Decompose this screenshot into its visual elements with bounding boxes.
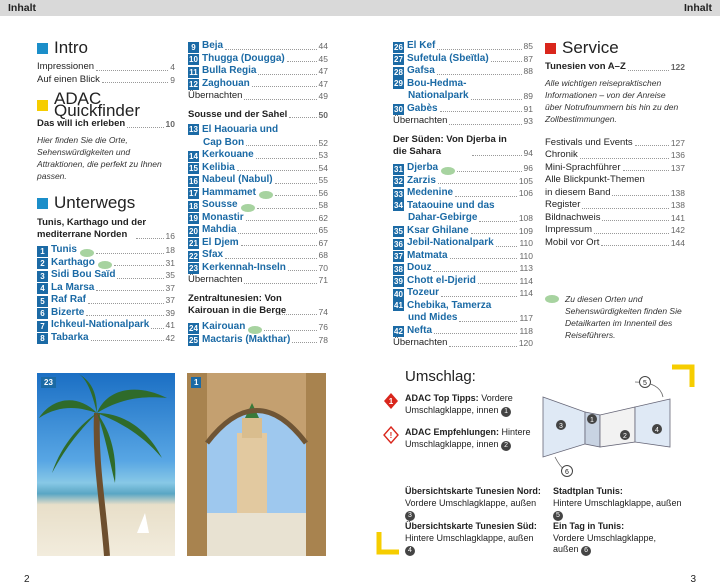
place-number: 36 <box>394 239 403 249</box>
toc-row[interactable]: Übernachten 120 <box>393 337 533 348</box>
page-ref: 37 <box>165 282 175 293</box>
page-ref: 47 <box>318 66 328 76</box>
place-name[interactable]: Ichkeul-Nationalpark <box>51 319 150 330</box>
svg-text:1: 1 <box>388 397 394 406</box>
place-name[interactable]: Sufetula (Sbeïtla) <box>407 52 489 64</box>
empfehlung-icon <box>383 426 399 444</box>
quickfinder-desc: Hier finden Sie die Orte, Sehenswürdigkeiten und Attraktionen, die perfekt zu Ihnen passen. <box>37 134 162 181</box>
photo-number: 23 <box>41 377 56 388</box>
page-ref: 58 <box>318 200 328 210</box>
page-ref: 114 <box>519 288 533 298</box>
place-entry[interactable] <box>188 262 328 275</box>
place-name[interactable]: Nefta <box>407 324 433 336</box>
place-name[interactable]: Tunis <box>51 244 77 255</box>
place-entry[interactable] <box>188 124 328 149</box>
place-number: 34 <box>394 200 403 210</box>
toc-row[interactable]: Übernachten 71 <box>188 274 328 285</box>
page-ref: 41 <box>165 320 175 330</box>
place-name[interactable]: Medenine <box>407 187 454 198</box>
place-number: 33 <box>394 189 403 199</box>
place-number: 38 <box>394 264 403 274</box>
place-entry[interactable] <box>188 174 328 187</box>
place-number: 28 <box>394 67 403 77</box>
place-number: 2 <box>37 258 48 269</box>
toc-row[interactable]: Impressionen 4 <box>37 61 175 72</box>
place-number: 25 <box>189 336 198 345</box>
page-ref: 108 <box>518 213 533 223</box>
place-entry[interactable] <box>37 257 175 270</box>
place-entry[interactable] <box>393 225 533 238</box>
place-entry[interactable] <box>188 149 328 162</box>
toc-row[interactable]: Mobil vor Ort 144 <box>545 236 685 248</box>
place-number: 9 <box>188 42 199 53</box>
place-name[interactable]: Gafsa <box>407 65 435 76</box>
place-name[interactable]: Sidi Bou Saïd <box>51 269 116 280</box>
place-name[interactable]: Kairouan <box>202 321 246 332</box>
page-ref: 78 <box>318 334 328 345</box>
page-ref: 91 <box>523 103 533 114</box>
place-entry[interactable] <box>188 334 328 347</box>
place-name-cont[interactable]: Cap Bon <box>203 136 245 148</box>
place-name[interactable]: Karthago <box>51 256 95 268</box>
place-name[interactable]: Tataouine und das <box>407 199 495 211</box>
umschlag-maps-right <box>553 486 683 556</box>
place-number: 29 <box>394 78 403 88</box>
section-title: Service <box>562 37 619 57</box>
header-bar <box>0 0 720 16</box>
place-name-cont[interactable]: Nationalpark <box>408 90 469 101</box>
page-ref: 114 <box>519 275 533 286</box>
place-entry[interactable] <box>188 53 328 66</box>
place-entry[interactable] <box>393 325 533 338</box>
page-ref: 47 <box>318 78 328 89</box>
place-entry[interactable] <box>393 250 533 263</box>
page-ref: 106 <box>518 188 533 198</box>
place-entry[interactable] <box>393 187 533 200</box>
place-number: 17 <box>189 189 198 198</box>
place-entry[interactable] <box>37 294 175 307</box>
place-entry[interactable] <box>188 224 328 237</box>
page-ref: 55 <box>318 175 328 185</box>
place-name[interactable]: La Marsa <box>51 281 95 293</box>
column-4 <box>545 38 685 341</box>
place-entry[interactable] <box>188 199 328 212</box>
place-number: 18 <box>189 201 198 211</box>
empfehlungen-row[interactable]: ! ADAC Empfehlungen: Hintere Umschlagklappe, innen 2 <box>383 426 533 451</box>
diagram-num: 3 <box>559 423 563 430</box>
blue-square-icon <box>37 198 48 209</box>
place-name[interactable]: El Kef <box>407 40 436 51</box>
page-ref: 70 <box>318 262 328 273</box>
section-title: ADAC Quickfinder <box>54 88 140 120</box>
place-number: 10 <box>189 55 198 64</box>
page-ref: 31 <box>165 257 175 268</box>
place-entry[interactable] <box>188 187 328 200</box>
place-number: 26 <box>394 42 403 52</box>
page-ref: 39 <box>165 307 175 318</box>
yellow-square-icon <box>37 100 48 111</box>
top-tipps-row[interactable]: 1 ADAC Top Tipps: Vordere Umschlagklappe, innen 1 <box>383 392 533 417</box>
region-heading[interactable]: Zentraltunesien: Von Kairouan in die Berge <box>188 292 287 316</box>
toc-row[interactable]: Übernachten 93 <box>393 115 533 126</box>
place-name[interactable]: Mactaris (Makthar) <box>202 333 291 345</box>
place-name[interactable]: Monastir <box>202 211 244 223</box>
toc-row[interactable]: Tunesien von A–Z 122 <box>545 61 685 72</box>
diagram-num: 6 <box>565 469 569 476</box>
place-name-cont[interactable]: und Mides <box>408 312 458 323</box>
place-name[interactable]: Kelibia <box>202 161 235 173</box>
place-number: 14 <box>189 151 198 161</box>
umschlag-entry[interactable]: Übersichtskarte Tunesien Süd: Hintere Umschlagklappe, außen 4 <box>405 521 537 554</box>
map-tip-icon <box>98 261 112 269</box>
blue-square-icon <box>37 43 48 54</box>
place-number: 20 <box>189 226 198 236</box>
page-ref: 89 <box>523 91 533 101</box>
map-tip-icon <box>545 295 559 303</box>
section-title: Unterwegs <box>54 193 136 213</box>
map-tip-icon <box>259 191 273 199</box>
place-entry[interactable] <box>393 262 533 275</box>
place-entry[interactable] <box>393 175 533 188</box>
place-number: 24 <box>189 323 198 333</box>
place-entry[interactable] <box>188 65 328 78</box>
header-left: Inhalt <box>8 2 36 14</box>
place-number: 42 <box>394 327 403 336</box>
top-tipp-icon <box>383 392 399 410</box>
place-name[interactable]: Chott el-Djerid <box>407 274 476 286</box>
page-ref: 113 <box>519 263 533 273</box>
place-name[interactable]: Bulla Regia <box>202 65 257 76</box>
place-number: 8 <box>37 333 48 344</box>
place-name[interactable]: Kerkennah-Inseln <box>202 261 286 273</box>
column-3: 26 El Kef 85 27 Sufetula (Sbeïtla) 87 28 Gafsa 88 29 Bou-Hedma- Nationalpark 89 30 Gabès 91 Übernachten 93 Der Süden: Von Djerba in die Sahara 94 31 Djerba 96 32 Zarzis 105 33 Medenine 106 34 Tataouine und das Dahar-Gebirge 108 35 Ksar Ghilane 109 36 Jebil-Nationalpark 110 37 Matmata 110 38 Douz 113 39 Chott el-Djerid 114 40 Tozeur 114 41 Chebika, Tamerza und Mides 117 42 Nefta 118 Übernachten 120 <box>393 40 533 348</box>
place-entry[interactable] <box>188 40 328 53</box>
section-quickfinder <box>37 88 175 120</box>
place-name[interactable]: Douz <box>407 262 432 273</box>
place-entry[interactable] <box>393 162 533 175</box>
toc-row[interactable]: Impressum 142 <box>545 224 685 235</box>
place-name[interactable]: Zarzis <box>407 174 436 186</box>
toc-row[interactable]: Bildnachweis 141 <box>545 211 685 223</box>
diagram-num: 5 <box>643 380 647 387</box>
page-ref: 110 <box>519 238 533 248</box>
region-heading[interactable]: Sousse und der Sahel 50 <box>188 108 328 120</box>
header-right: Inhalt <box>684 2 712 14</box>
map-tip-icon <box>241 204 255 212</box>
page-ref: 37 <box>165 295 175 305</box>
place-entry[interactable] <box>188 249 328 262</box>
place-entry[interactable] <box>188 321 328 334</box>
page-ref: 53 <box>318 150 328 160</box>
tip-note: Zu diesen Orten und Sehenswürdigkeiten finden Sie Detailkarten im Innenteil des Reiseführers. <box>545 293 685 341</box>
toc-row[interactable]: Mini-Sprachführer 137 <box>545 161 685 173</box>
page-ref: 62 <box>318 212 328 223</box>
section-unterwegs <box>37 194 175 214</box>
place-number: 41 <box>394 300 403 310</box>
place-name[interactable]: Hammamet <box>202 186 256 198</box>
umschlag-title: Umschlag: <box>405 368 476 385</box>
place-name[interactable]: Zaghouan <box>202 77 250 89</box>
svg-text:!: ! <box>389 431 393 440</box>
map-tip-icon <box>441 167 455 175</box>
page-ref: 35 <box>165 270 175 280</box>
page-ref: 68 <box>318 250 328 260</box>
page-number-left: 2 <box>24 574 30 585</box>
place-number: 22 <box>189 251 198 261</box>
page-ref: 65 <box>318 225 328 235</box>
place-entry[interactable] <box>37 319 175 332</box>
place-name[interactable]: Tabarka <box>51 331 89 343</box>
place-name[interactable]: Bou-Hedma- <box>407 77 467 89</box>
place-entry[interactable] <box>393 65 533 78</box>
yellow-corner-bottom <box>375 530 401 556</box>
diagram-num: 2 <box>623 433 627 440</box>
circle-number: 4 <box>405 546 415 556</box>
map-tip-icon <box>248 326 262 334</box>
place-entry[interactable] <box>393 300 533 325</box>
place-name[interactable]: El Haouaria und <box>202 124 279 135</box>
place-name[interactable]: Ksar Ghilane <box>407 224 469 236</box>
place-name[interactable]: Raf Raf <box>51 294 87 305</box>
place-number: 5 <box>37 296 48 307</box>
toc-row[interactable]: Auf einen Blick 9 <box>37 73 175 85</box>
toc-row[interactable]: Festivals und Events 127 <box>545 136 685 148</box>
toc-row[interactable]: Übernachten 49 <box>188 90 328 101</box>
place-entry[interactable] <box>393 53 533 66</box>
umschlag-maps-left <box>405 486 545 556</box>
place-name[interactable]: Mahdia <box>202 224 237 235</box>
page-ref: 118 <box>519 325 533 336</box>
umschlag-entry[interactable]: Stadtplan Tunis: Hintere Umschlagklappe, außen 5 <box>553 486 682 519</box>
page-ref: 67 <box>318 237 328 248</box>
region-heading[interactable]: Tunis, Karthago und der mediterrane Norden <box>37 216 147 240</box>
place-name[interactable]: Nabeul (Nabul) <box>202 174 273 185</box>
page-ref: 18 <box>165 245 175 255</box>
place-number: 15 <box>189 164 198 173</box>
page-ref: 42 <box>165 332 175 343</box>
place-name[interactable]: Kerkouane <box>202 149 254 160</box>
place-entry[interactable] <box>188 212 328 225</box>
page-ref: 105 <box>518 175 533 186</box>
place-name[interactable]: Beja <box>202 40 224 51</box>
toc-row[interactable]: Das will ich erleben 10 <box>37 118 175 129</box>
place-entry[interactable] <box>37 307 175 320</box>
page-ref: 54 <box>318 162 328 173</box>
page-number-right: 3 <box>690 574 696 585</box>
page-ref: 96 <box>523 163 533 173</box>
place-number: 30 <box>394 105 403 114</box>
place-entry[interactable] <box>393 237 533 250</box>
column-1: Intro Impressionen 4 Auf einen Blick 9 ADAC Quickfinder Das will ich erleben 10 Hier finden Sie die Orte, Sehenswürdigkeiten und Attraktionen, die perfekt zu Ihnen passen. Unterwegs Tunis, Karthago und der mediterrane Norden 16 1 Tunis 18 2 Karthago 31 3 Sidi Bou Saïd 35 4 La Marsa 37 5 Raf Raf 37 6 Bizerte 39 7 Ichkeul-Nationalpark 41 8 Tabarka 42 <box>37 37 175 343</box>
place-name[interactable]: Matmata <box>407 249 448 261</box>
place-entry[interactable] <box>188 237 328 250</box>
red-square-icon <box>545 43 556 54</box>
place-number: 19 <box>189 214 198 223</box>
place-number: 11 <box>189 67 198 77</box>
section-intro <box>37 38 175 58</box>
region-heading[interactable]: Der Süden: Von Djerba in die Sahara <box>393 133 507 157</box>
toc-row[interactable]: Alle Blickpunkt-Themen in diesem Band 138 <box>545 174 685 198</box>
place-entry[interactable] <box>37 269 175 282</box>
page-ref: 76 <box>318 322 328 332</box>
page-ref: 45 <box>318 53 328 64</box>
place-entry[interactable] <box>37 332 175 345</box>
place-entry[interactable] <box>393 287 533 300</box>
place-name-cont[interactable]: Dahar-Gebirge <box>408 212 478 223</box>
cover-diagram <box>535 372 675 477</box>
diagram-num: 1 <box>590 417 594 424</box>
place-number: 35 <box>394 227 403 236</box>
section-title: Intro <box>54 37 89 57</box>
place-name[interactable]: Sfax <box>202 249 224 260</box>
page-ref: 88 <box>523 66 533 76</box>
place-number: 37 <box>394 252 403 261</box>
toc-row[interactable]: Chronik 136 <box>545 149 685 160</box>
place-name[interactable]: Tozeur <box>407 287 440 298</box>
page-ref: 87 <box>523 53 533 64</box>
place-entry[interactable] <box>393 78 533 103</box>
place-number: 4 <box>37 283 48 294</box>
umschlag-entry[interactable]: Ein Tag in Tunis: Vordere Umschlagklappe, außen 6 <box>553 521 657 554</box>
diagram-num: 4 <box>655 427 659 434</box>
place-number: 32 <box>394 177 403 186</box>
page-ref: 117 <box>519 313 533 323</box>
place-entry[interactable] <box>37 282 175 295</box>
circle-number: 6 <box>581 546 591 556</box>
page-ref: 110 <box>519 250 533 261</box>
photo-number: 1 <box>191 377 201 388</box>
map-tip-icon <box>80 249 94 257</box>
circle-number: 5 <box>553 511 563 521</box>
umschlag-tips <box>383 392 533 451</box>
place-number: 7 <box>37 321 48 332</box>
circle-number: 3 <box>405 511 415 521</box>
photo-beach-palm <box>37 373 175 556</box>
place-entry[interactable] <box>188 162 328 175</box>
place-entry[interactable] <box>393 103 533 116</box>
place-name[interactable]: Djerba <box>407 162 439 173</box>
place-number: 3 <box>37 271 48 282</box>
place-number: 23 <box>189 264 198 273</box>
place-number: 39 <box>394 277 403 286</box>
page-ref: 109 <box>518 225 533 236</box>
column-2: 9 Beja 44 10 Thugga (Dougga) 45 11 Bulla Regia 47 12 Zaghouan 47 Übernachten 49 Sousse und der Sahel 50 13 El Haouaria und Cap Bon 52 14 Kerkouane 53 15 Kelibia 54 16 Nabeul (Nabul) 55 17 Hammamet 56 18 Sousse 58 19 Monastir 62 20 Mahdia 65 21 El Djem 67 22 Sfax 68 23 Kerkennah-Inseln 70 Übernachten 71 Zentraltunesien: Von Kairouan in die Berge 74 24 Kairouan 76 25 Mactaris (Makthar) 78 <box>188 40 328 345</box>
place-name[interactable]: Thugga (Dougga) <box>202 52 285 64</box>
place-number: 1 <box>37 246 48 257</box>
place-entry[interactable] <box>393 200 533 225</box>
place-name[interactable]: Sousse <box>202 199 238 210</box>
umschlag-entry[interactable]: Übersichtskarte Tunesien Nord: Vordere Umschlagklappe, außen 3 <box>405 486 541 519</box>
place-name[interactable]: Chebika, Tamerza <box>407 299 492 311</box>
circle-number: 1 <box>501 407 511 417</box>
page-ref: 52 <box>318 137 328 148</box>
place-number: 6 <box>37 308 48 319</box>
page-ref: 85 <box>523 41 533 51</box>
place-number: 21 <box>189 239 198 248</box>
place-name[interactable]: El Djem <box>202 236 239 248</box>
place-entry[interactable] <box>188 78 328 91</box>
place-number: 16 <box>189 176 198 186</box>
circle-number: 2 <box>501 441 511 451</box>
place-number: 27 <box>394 55 403 64</box>
section-service <box>545 38 685 58</box>
az-desc: Alle wichtigen reisepraktischen Informationen – von der Anreise über Notrufnummern bis hin zu den Zollbestimmungen. <box>545 77 679 124</box>
place-entry[interactable] <box>37 244 175 257</box>
place-number: 13 <box>189 125 198 134</box>
place-number: 12 <box>189 80 198 89</box>
place-number: 31 <box>394 164 403 174</box>
page-ref: 56 <box>318 187 328 198</box>
place-entry[interactable] <box>393 40 533 53</box>
page-ref: 44 <box>318 41 328 51</box>
place-name[interactable]: Gabès <box>407 102 438 114</box>
place-name[interactable]: Jebil-Nationalpark <box>407 237 494 248</box>
place-name[interactable]: Bizerte <box>51 306 85 318</box>
toc-row[interactable]: Register 138 <box>545 199 685 210</box>
photo-mosque-arch <box>187 373 326 556</box>
place-entry[interactable] <box>393 275 533 288</box>
place-number: 40 <box>394 289 403 299</box>
